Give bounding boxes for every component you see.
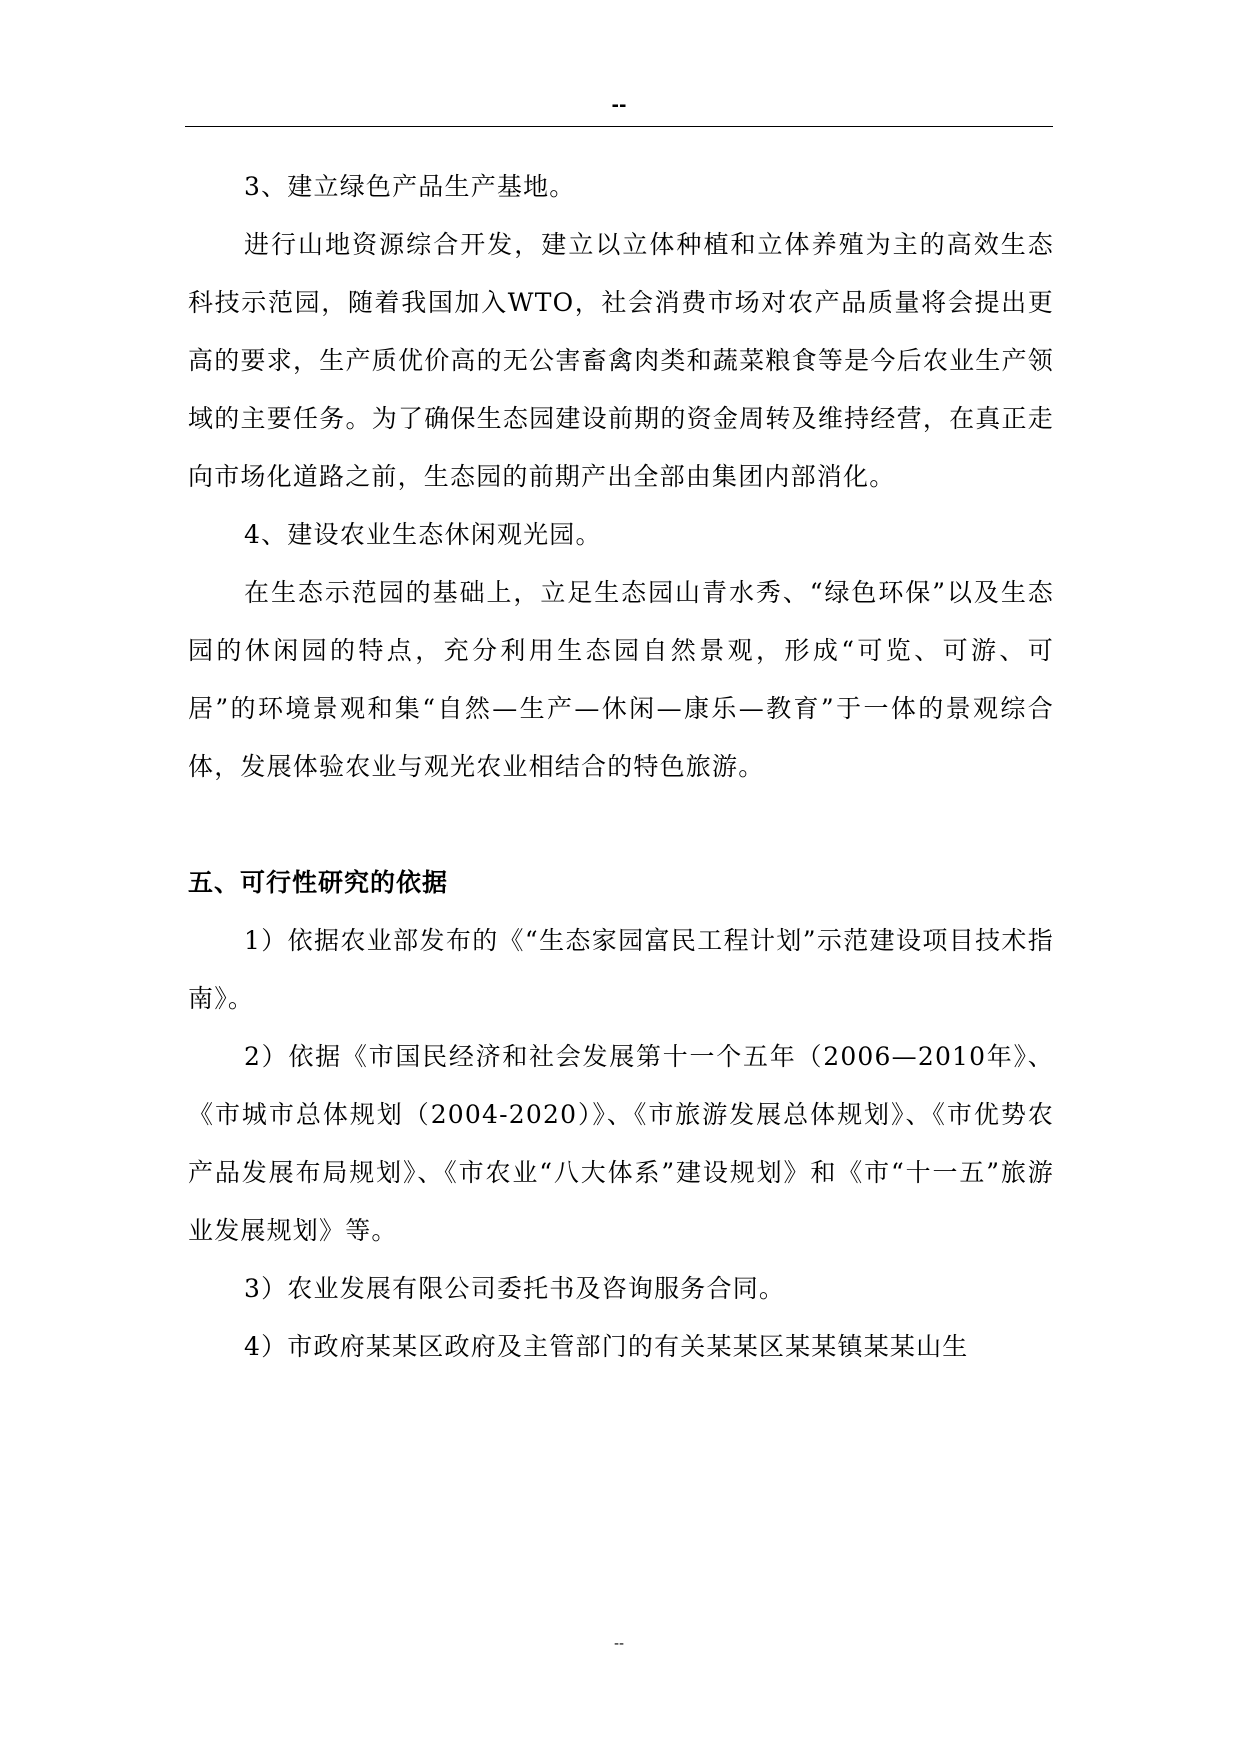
basis-item: 2）依据《市国民经济和社会发展第十一个五年（2006—2010年》、《市城市总体规划（2004-2020）》、《市旅游发展总体规划》、《市优势农产品发展布局规划》、《市农业“八大体系”建设规划》和《市“十一五”旅游业发展规划》等。 [188, 1042, 1054, 1245]
page-header: -- [611, 95, 627, 116]
subheading-green-production-base: 3、建立绿色产品生产基地。 [244, 172, 576, 201]
document-body [188, 158, 1054, 1376]
basis-item: 3）农业发展有限公司委托书及咨询服务合同。 [244, 1274, 786, 1303]
section-spacer [188, 796, 1054, 854]
paragraph-leisure-park: 在生态示范园的基础上，立足生态园山青水秀、“绿色环保”以及生态园的休闲园的特点，充分利用生态园自然景观，形成“可览、可游、可居”的环境景观和集“自然—生产—休闲—康乐—教育”于一体的景观综合体，发展体验农业与观光农业相结合的特色旅游。 [188, 578, 1054, 781]
page-footer: -- [613, 1636, 625, 1652]
section-heading: 五、可行性研究的依据 [188, 868, 449, 897]
subheading-leisure-park: 4、建设农业生态休闲观光园。 [244, 520, 602, 549]
basis-item: 4）市政府某某区政府及主管部门的有关某某区某某镇某某山生 [244, 1332, 969, 1361]
paragraph-green-production: 进行山地资源综合开发，建立以立体种植和立体养殖为主的高效生态科技示范园，随着我国加入WTO，社会消费市场对农产品质量将会提出更高的要求，生产质优价高的无公害畜禽肉类和蔬菜粮食等是今后农业生产领域的主要任务。为了确保生态园建设前期的资金周转及维持经营，在真正走向市场化道路之前，生态园的前期产出全部由集团内部消化。 [188, 230, 1054, 491]
header-rule [185, 126, 1053, 127]
basis-item: 1）依据农业部发布的《“生态家园富民工程计划”示范建设项目技术指南》。 [188, 926, 1054, 1013]
